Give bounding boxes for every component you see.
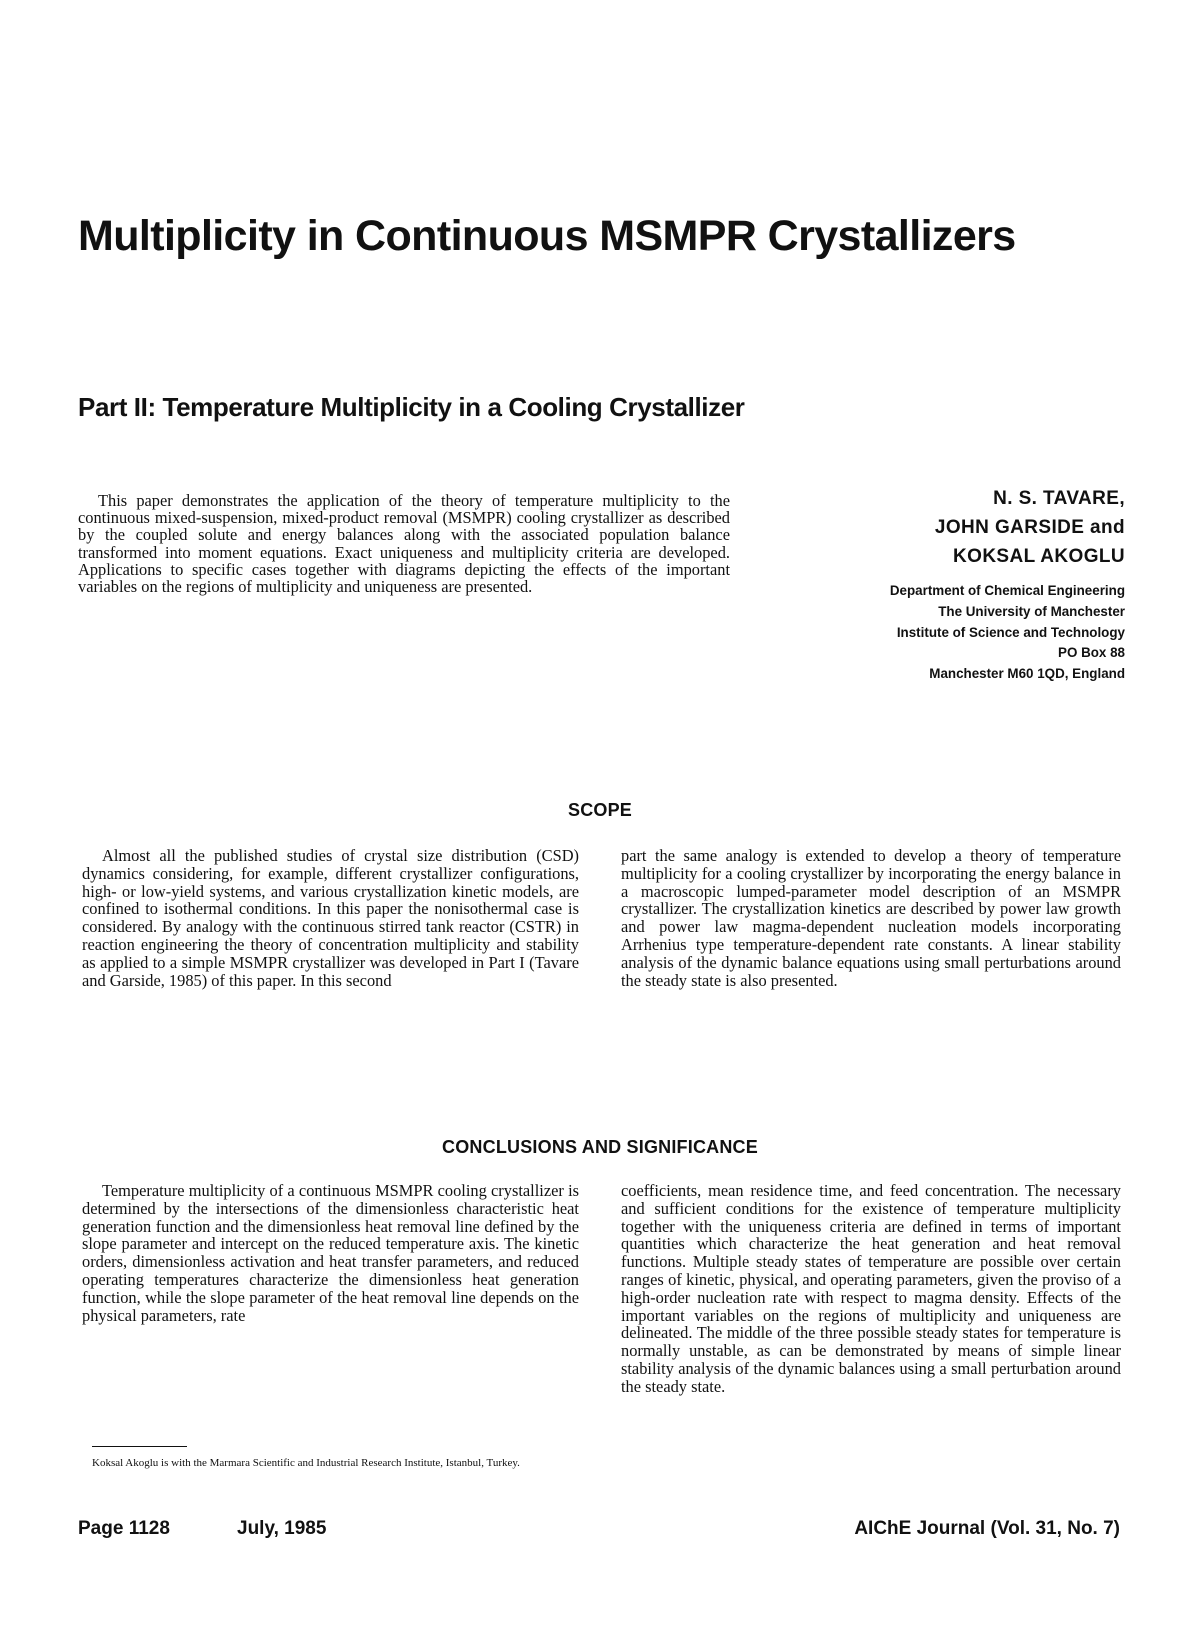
abstract: This paper demonstrates the application of the theory of temperature multiplicity to the continuous mixed-suspension, mixed-product removal (MSMPR) cooling crystallizer as described by the coupled solute and energy balances along with the associated population balance transformed into moment equations. Exact uniqueness and multiplicity criteria are developed. Applications to specific cases together with diagrams depicting the effects of the important variables on the regions of multiplicity and uniqueness are presented. [78,491,730,597]
affiliation-line: Department of Chemical Engineering [889,583,1125,598]
article-subtitle: Part II: Temperature Multiplicity in a Cooling Crystallizer [78,392,745,422]
author-name: N. S. TAVARE, [993,488,1125,509]
affiliation-line: Manchester M60 1QD, England [929,666,1125,682]
conclusions-text-left: Temperature multiplicity of a continuous MSMPR cooling crystallizer is determined by the intersections of the dimensionless characteristic heat generation function and the dimensionless heat removal line defined by the slope parameter and intercept on the reduced temperature axis. The kinetic orders, dimensionless activation and heat transfer parameters, and reduced operating temperatures characterize the dimensionless heat generation function, while the slope parameter of the heat removal line depends on the physical parameters, rate [82,1181,579,1325]
page-number: Page 1128 [78,1518,170,1539]
article-title: Multiplicity in Continuous MSMPR Crystallizers [78,212,1016,260]
affiliation-line: Institute of Science and Technology [896,624,1125,640]
author-block [725,484,1125,685]
affiliation-line: The University of Manchester [938,603,1125,619]
journal-citation: AIChE Journal (Vol. 31, No. 7) [854,1518,1120,1539]
author-name: JOHN GARSIDE and [934,517,1125,538]
scope-text-right: part the same analogy is extended to develop a theory of temperature multiplicity for a cooling crystallizer by incorporating the energy balance in a macroscopic lumped-parameter model description of an MSMPR crystallizer. The crystallization kinetics are described by power law growth and power law magma-dependent nucleation models incorporating Arrhenius type temperature-dependent rate constants. A linear stability analysis of the dynamic balance equations using small perturbations around the steady state is also presented. [621,846,1121,990]
conclusions-heading: CONCLUSIONS AND SIGNIFICANCE [442,1137,758,1157]
scope-heading: SCOPE [567,800,633,820]
affiliation-line: PO Box 88 [1058,645,1125,661]
author-name: KOKSAL AKOGLU [953,546,1125,567]
footnote-divider [92,1446,187,1447]
footnote: Koksal Akoglu is with the Marmara Scientific and Industrial Research Institute, Istanbul, Turkey. [92,1457,520,1469]
issue-date: July, 1985 [237,1518,327,1539]
affiliation [725,581,1125,685]
scope-text-left: Almost all the published studies of crystal size distribution (CSD) dynamics considering, for example, different crystallizer configurations, high- or low-yield systems, and various crystallization kinetic models, are confined to isothermal conditions. In this paper the nonisothermal case is considered. By analogy with the continuous stirred tank reactor (CSTR) in reaction engineering the theory of concentration multiplicity and stability as applied to a simple MSMPR crystallizer was developed in Part I (Tavare and Garside, 1985) of this paper. In this second [82,846,579,990]
conclusions-text-right: coefficients, mean residence time, and feed concentration. The necessary and sufficient conditions for the existence of temperature multiplicity together with the uniqueness criteria are defined in terms of important quantities which characterize the heat generation and heat removal functions. Multiple steady states of temperature are possible over certain ranges of kinetic, physical, and operating parameters, given the proviso of a high-order nucleation rate with respect to magma density. Effects of the important variables on the regions of multiplicity and uniqueness are delineated. The middle of the three possible steady states for temperature is normally unstable, as can be demonstrated by means of simple linear stability analysis of the dynamic balances using a small perturbation around the steady state. [621,1181,1121,1396]
